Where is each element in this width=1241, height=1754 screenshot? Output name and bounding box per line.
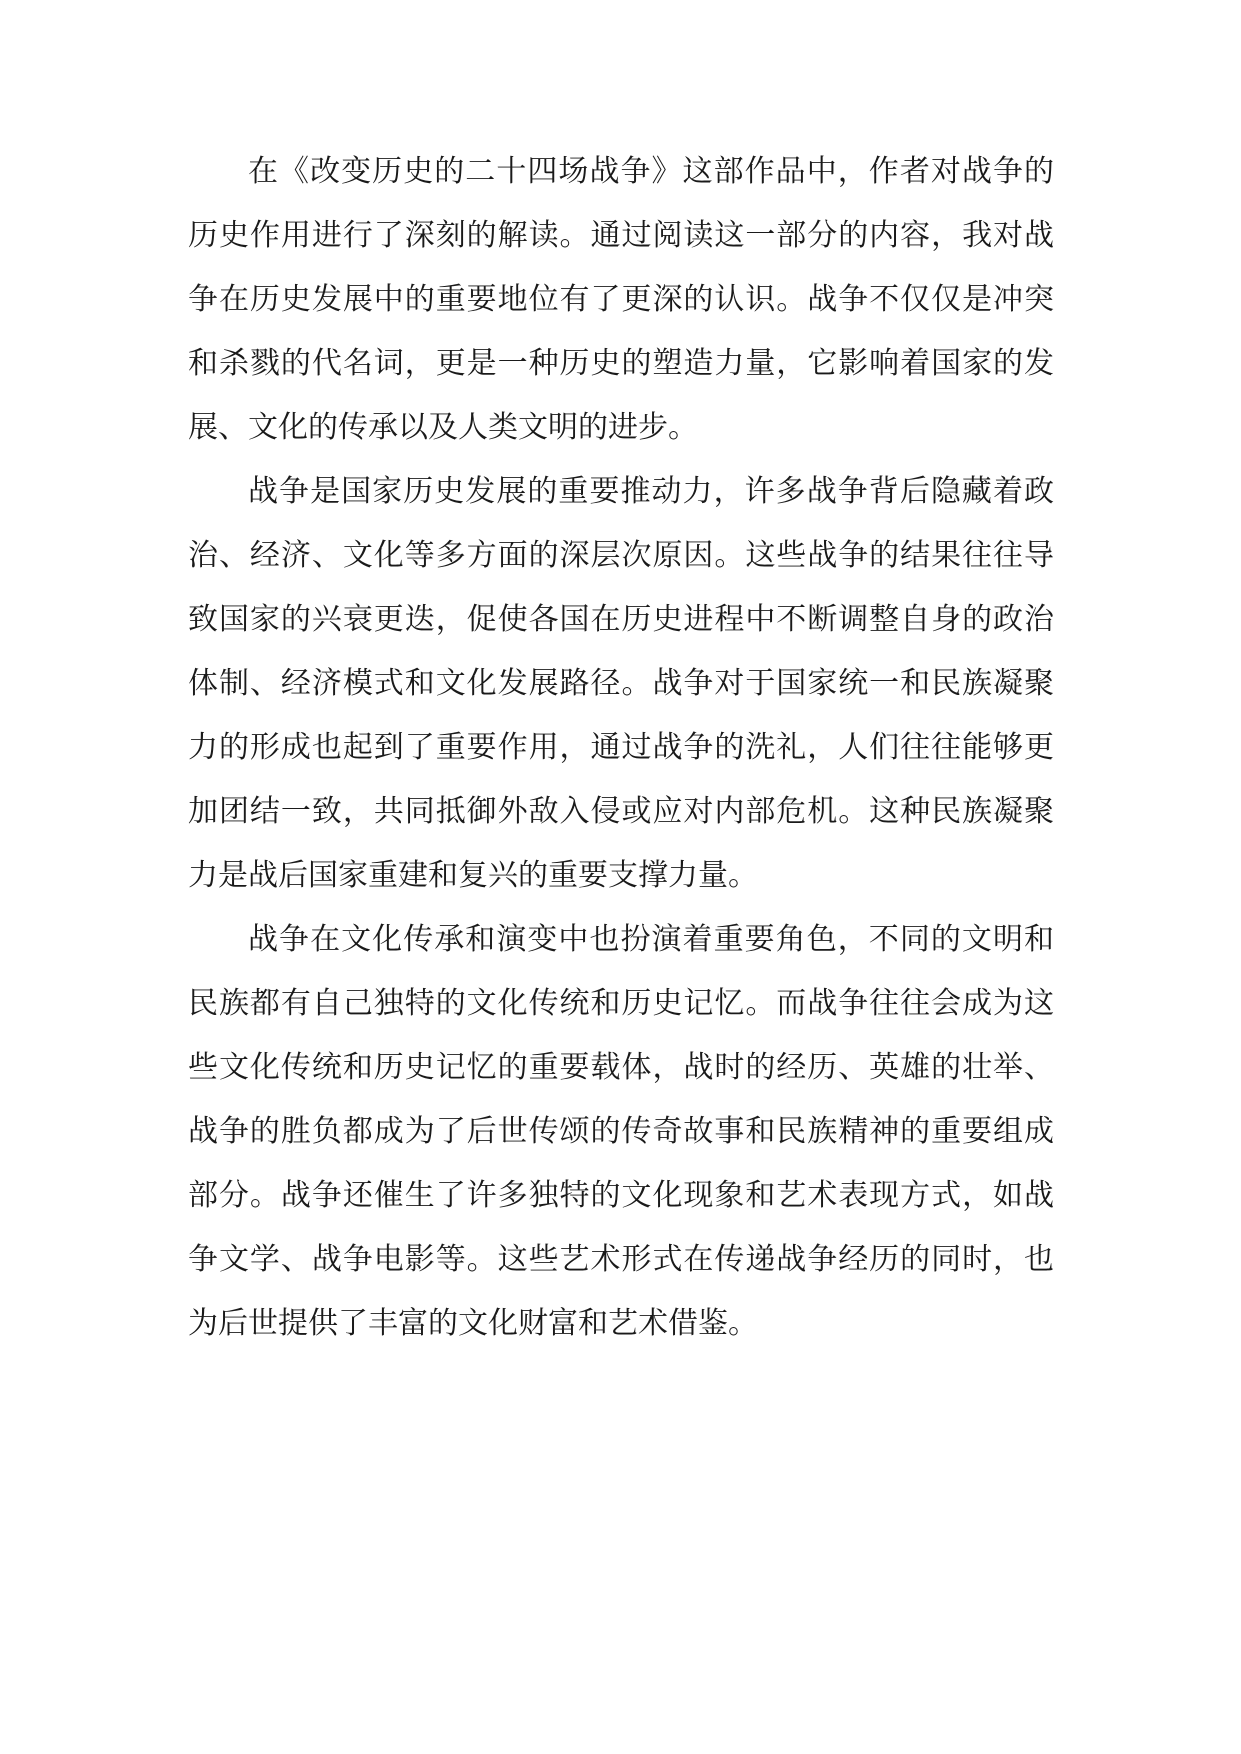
paragraph-2: 战争是国家历史发展的重要推动力，许多战争背后隐藏着政治、经济、文化等多方面的深层次原因。这些战争的结果往往导致国家的兴衰更迭，促使各国在历史进程中不断调整自身的政治体制、经济模式和文化发展路径。战争对于国家统一和民族凝聚力的形成也起到了重要作用，通过战争的洗礼，人们往往能够更加团结一致，共同抵御外敌入侵或应对内部危机。这种民族凝聚力是战后国家重建和复兴的重要支撑力量。 — [188, 474, 1054, 893]
paragraph-3: 战争在文化传承和演变中也扮演着重要角色，不同的文明和民族都有自己独特的文化传统和历史记忆。而战争往往会成为这些文化传统和历史记忆的重要载体，战时的经历、英雄的壮举、战争的胜负都成为了后世传颂的传奇故事和民族精神的重要组成部分。战争还催生了许多独特的文化现象和艺术表现方式，如战争文学、战争电影等。这些艺术形式在传递战争经历的同时，也为后世提供了丰富的文化财富和艺术借鉴。 — [188, 922, 1054, 1341]
document-body — [188, 140, 1054, 1356]
paragraph-1: 在《改变历史的二十四场战争》这部作品中，作者对战争的历史作用进行了深刻的解读。通过阅读这一部分的内容，我对战争在历史发展中的重要地位有了更深的认识。战争不仅仅是冲突和杀戮的代名词，更是一种历史的塑造力量，它影响着国家的发展、文化的传承以及人类文明的进步。 — [188, 154, 1054, 445]
